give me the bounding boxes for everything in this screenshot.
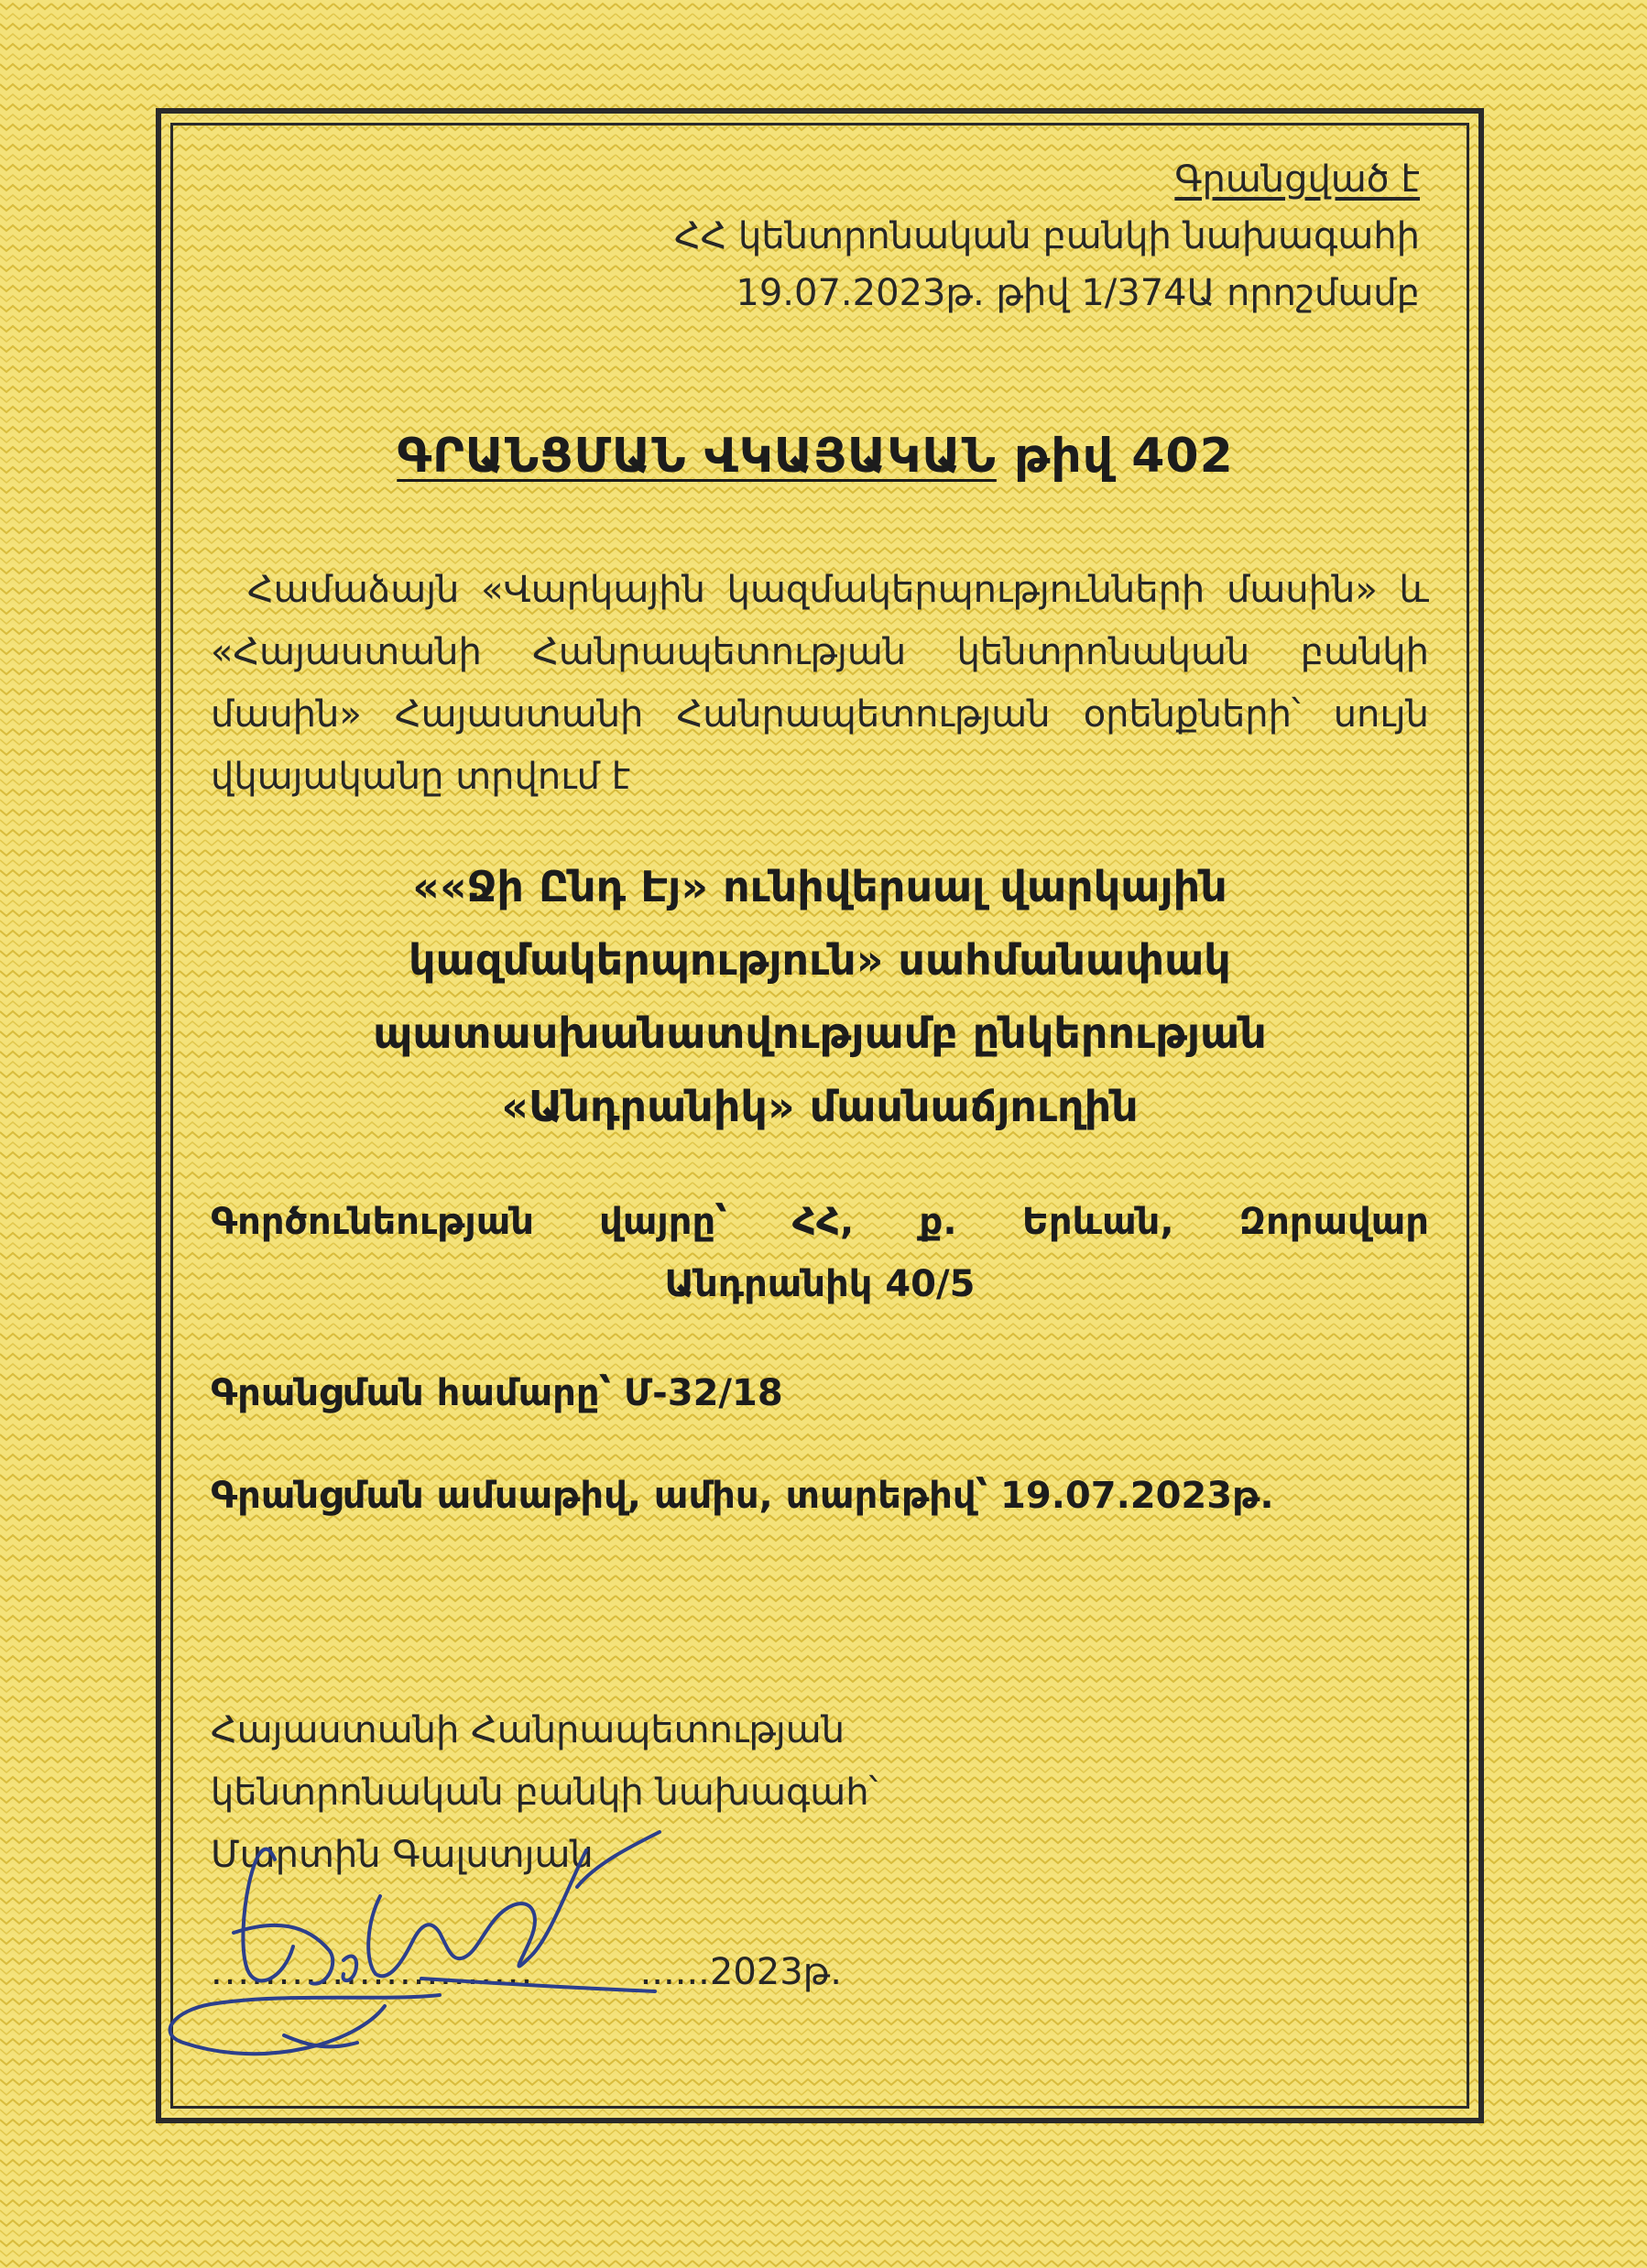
certificate-number: թիվ 402 [1013,429,1234,484]
registration-number: Գրանցման համարը՝ Մ-32/18 [211,1372,783,1414]
recipient-line-2: կազմակերպություն» սահմանափակ [409,935,1231,985]
signature-dots: ........................ [211,1951,535,1993]
recipient-line-1: ««Ջի Ընդ Էյ» ունիվերսալ վարկային [412,862,1227,911]
approval-block [674,151,1420,322]
approval-line-1: ՀՀ կենտրոնական բանկի նախագահի [674,215,1420,257]
signature-date: ......2023թ. [639,1951,842,1993]
handwritten-signature [147,1795,733,2070]
recipient-line-4: «Անդրանիկ» մասնաճյուղին [501,1082,1139,1131]
signatory-line-1: Հայաստանի Հանրապետության [211,1709,845,1751]
signatory-name: Մարտին Գալստյան [211,1834,594,1876]
place-line-2: Անդրանիկ 40/5 [664,1263,976,1305]
approval-line-2: 19.07.2023թ. թիվ 1/374Ա որոշմամբ [736,272,1420,314]
signatory-line-2: կենտրոնական բանկի նախագահ՝ [211,1772,878,1814]
place-line-1: Գործունեության վայրը՝ ՀՀ, ք. Երևան, Զորավար [211,1201,1429,1243]
registration-date: Գրանցման ամսաթիվ, ամիս, տարեթիվ՝ 19.07.2023թ. [211,1475,1274,1517]
recipient-name [238,850,1402,1143]
certificate-title [211,429,1420,484]
approval-heading: Գրանցված է [1174,158,1420,201]
recipient-line-3: պատասխանատվությամբ ընկերության [373,1009,1267,1058]
place-of-activity [211,1191,1429,1315]
certificate-title-main: ԳՐԱՆՑՄԱՆ ՎԿԱՅԱԿԱՆ [397,429,997,484]
preamble-text: Համաձայն «Վարկային կազմակերպությունների մասին» և «Հայաստանի Հանրապետության կենտրոնական բանկի մասին» Հայաստանի Հանրապետության օրենքների՝ սույն վկայականը տրվում է [211,569,1429,798]
